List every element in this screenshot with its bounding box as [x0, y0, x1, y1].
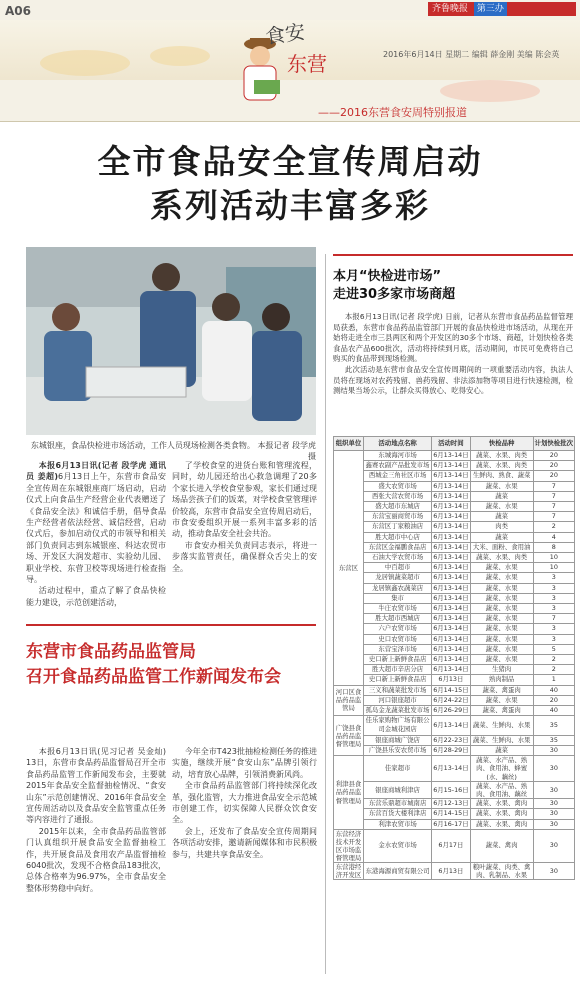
- logo-text: 齐鲁晚报: [432, 4, 469, 14]
- table-row: [334, 451, 575, 461]
- table-cell: 7: [533, 491, 574, 501]
- decor-cloud: [40, 50, 130, 76]
- table-cell: 东营区金福鹏食品店: [364, 542, 432, 552]
- photo-illustration-icon: [26, 247, 316, 435]
- table-cell: 20: [533, 471, 574, 481]
- table-cell: 蔬菜、禽肉: [470, 829, 533, 862]
- table-cell: 6月13-14日: [433, 665, 469, 674]
- table-cell: 6月13-14日: [433, 471, 469, 480]
- table-row: [334, 809, 575, 819]
- article1-byline: 本报6月13日讯(记者 段学虎 通讯员 姜超): [26, 461, 166, 482]
- table-row: [334, 634, 575, 644]
- news-photo: [26, 247, 316, 435]
- decor-cloud: [150, 46, 210, 66]
- table-row: [334, 829, 575, 862]
- table-cell: 6月13-14日: [433, 655, 469, 664]
- table-header-cell: 活动时间: [432, 437, 470, 451]
- table-header-cell: 组织单位: [334, 437, 364, 451]
- table-row: [334, 655, 575, 665]
- table-cell: 6月13-14日: [433, 532, 469, 541]
- table-cell: 蔬菜、水果: [470, 634, 533, 644]
- table-cell: 广饶县乐安农贸市场: [364, 745, 432, 755]
- org-cell: 河口区食品药品监管局: [334, 685, 364, 716]
- table-cell: 6月13-14日: [433, 614, 469, 623]
- table-row: [334, 573, 575, 583]
- table-row: [334, 461, 575, 471]
- table-row: [334, 716, 575, 735]
- table-cell: 东港海源商贸有限公司: [364, 862, 432, 879]
- table-row: [334, 532, 575, 542]
- table-cell: 2: [533, 665, 574, 675]
- table-cell: 生鲜肉、熟食、蔬菜: [470, 471, 533, 481]
- article1-paragraph: 市食安办相关负责同志表示，将进一步落实监管责任，确保群众舌尖上的安全。: [172, 540, 317, 573]
- table-row: [334, 491, 575, 501]
- table-cell: 35: [533, 716, 574, 735]
- seal-top-text: 食安: [263, 19, 307, 49]
- section-divider: [333, 254, 573, 256]
- table-row: [334, 706, 575, 716]
- newspaper-logo: [428, 2, 576, 16]
- table-cell: 5: [533, 644, 574, 654]
- table-cell: 3: [533, 593, 574, 603]
- table-cell: 2: [533, 522, 574, 532]
- table-row: [334, 624, 575, 634]
- issue-meta: 2016年6月14日 星期二 编辑 薛金刚 美编 陈会英: [383, 50, 560, 59]
- table-cell: 6月28-29日: [433, 745, 469, 754]
- org-cell: 东营区: [334, 451, 364, 686]
- table-cell: 熟肉制品: [470, 675, 533, 685]
- table-cell: 蔬菜、水果、禽肉: [470, 809, 533, 819]
- table-cell: 2: [533, 655, 574, 665]
- table-cell: 20: [533, 695, 574, 705]
- article1-column-a: [26, 460, 166, 614]
- table-cell: 孤岛金龙蔬菜批发市场: [364, 706, 432, 716]
- article2-title: [26, 640, 316, 690]
- table-row: [334, 481, 575, 491]
- table-cell: 6月13-14日: [433, 491, 469, 500]
- table-cell: 35: [533, 735, 574, 745]
- article2-paragraph: 本报6月13日讯(见习记者 吴金灿) 13日，东营市食品药品监督局召开全市食品药品监管工作新闻发布会，主要就2015年食品安全监督抽检情况、“食安山东”示范创建情况、2016年食品安全宣传周活动以及食品安全监管重点任务等内容进行了通报。: [26, 747, 166, 825]
- table-cell: 蔬菜、禽蛋肉: [470, 685, 533, 695]
- table-cell: 20: [533, 451, 574, 461]
- table-cell: 中百超市: [364, 563, 432, 573]
- article2-paragraph: 今年全市T423批抽检检测任务的推进实施，继续开展“食安山东”品牌引领行动，培育放心品牌，引领消费新风尚。: [172, 747, 317, 779]
- table-cell: 肉类: [470, 522, 533, 532]
- table-row: [334, 522, 575, 532]
- table-cell: 蔬菜、水果、肉类: [470, 553, 533, 563]
- table-cell: 蔬菜、水果、肉类: [470, 451, 533, 461]
- table-cell: 胜大超市中心店: [364, 532, 432, 542]
- table-header-cell: 计划快检批次: [533, 437, 574, 451]
- special-report-title: ——2016东营食安周特别报道: [318, 106, 467, 119]
- table-cell: 蔬菜、生鲜肉、水果: [470, 735, 533, 745]
- table-cell: 6月13-14日: [432, 756, 470, 782]
- article1-paragraph: 6月13日上午，东营市食品安全宣传周在东城银座商厂场启动，启动仪式上向食品生产经营企业代表赠送了《食品安全法》和诚信手册，倡导食品生产经营者依法经营、诚信经营，启动仪式后，参加启动仪式的市领导和相关部门负责同志到东城银座、科达农贸市场、开发区大润发超市、实验幼儿园、职业学校、东营卫校等现场进行检查指导。: [26, 472, 166, 585]
- article3-title: [333, 268, 563, 304]
- table-row: [334, 745, 575, 755]
- table-cell: 利津农贸市场: [364, 819, 432, 829]
- table-cell: 六户农贸市场: [364, 624, 432, 634]
- article3-paragraph: 本报6月13日讯(记者 段学虎) 日前，记者从东营市食品药品监督管理局获悉，东营市食品药品监管部门开展的食品快检进市场活动，从现在开始将走进全市三县两区和两个开发区的30多个市场、商超，计划快检各类食品农产品600批次，活动将持续到月底，活动期间，市民可免费将自己购买的食品带到现场检测。: [333, 312, 573, 364]
- table-cell: 3: [533, 583, 574, 593]
- table-cell: 西城金三角社区市场: [364, 471, 432, 481]
- table-cell: 6月17日: [432, 829, 470, 862]
- table-row: [334, 665, 575, 675]
- inspection-schedule-table: [333, 436, 575, 880]
- article3-body: [333, 312, 573, 430]
- table-cell: 3: [533, 604, 574, 614]
- headline-line-1: 全市食品安全宣传周启动: [97, 142, 483, 181]
- table-cell: 蔬菜、水果: [470, 644, 533, 654]
- table-cell: 生猪肉: [470, 665, 533, 675]
- table-cell: 银座商城广饶店: [364, 735, 432, 745]
- photo-caption: 东城银座，食品快检进市场活动，工作人员现场检测各类食物。 本报记者 段学虎 摄: [30, 441, 316, 461]
- article3-title-line-1: 本月“快检进市场”: [333, 269, 442, 284]
- table-cell: 6月13-14日: [433, 553, 469, 562]
- table-cell: 6月13日: [432, 862, 470, 879]
- table-row: [334, 756, 575, 782]
- table-cell: 蔬菜、水果: [470, 593, 533, 603]
- table-cell: 10: [533, 553, 574, 563]
- table-row: [334, 675, 575, 685]
- article2-title-line-2: 召开食品药品监管工作新闻发布会: [26, 667, 281, 687]
- article1-paragraph: 活动过程中，重点了解了食品快检能力建设，示范创建活动，: [26, 586, 166, 607]
- table-cell: 30: [533, 799, 574, 809]
- table-cell: 3: [533, 624, 574, 634]
- table-cell: 胜大超市辛店分店: [364, 665, 432, 675]
- table-row: [334, 553, 575, 563]
- table-cell: 7: [533, 512, 574, 522]
- table-cell: 蔬菜、水果: [470, 614, 533, 624]
- table-cell: 蔬菜、水果、禽肉: [470, 799, 533, 809]
- table-row: [334, 563, 575, 573]
- table-cell: 6月13-14日: [433, 644, 469, 653]
- table-cell: 蔬菜、禽蛋肉: [470, 706, 533, 716]
- table-cell: 东营乐鼎超市城南店: [364, 799, 432, 809]
- table-cell: 7: [533, 614, 574, 624]
- table-cell: 40: [533, 706, 574, 716]
- table-row: [334, 512, 575, 522]
- table-cell: 40: [533, 685, 574, 695]
- table-cell: 6月13-14日: [433, 573, 469, 582]
- article2-column-a: [26, 746, 166, 972]
- table-cell: 7: [533, 502, 574, 512]
- table-cell: 蔬菜、水果、禽肉: [470, 819, 533, 829]
- table-cell: 三义和蔬菜批发市场: [364, 685, 432, 695]
- table-cell: 6月15-16日: [432, 781, 470, 798]
- article2-paragraph: 2015年以来，全市食品药品监管部门认真组织开展食品安全监督抽检工作，共开展食品及食用农产品监督抽检6040批次，发现不合格食品183批次，总体合格率为96.97%，全市食品安全整体形势稳中向好。: [26, 826, 166, 893]
- table-cell: 胜大超市西城店: [364, 614, 432, 624]
- table-cell: 蔬菜: [470, 532, 533, 542]
- table-cell: 6月13-14日: [433, 512, 469, 521]
- table-cell: 20: [533, 461, 574, 471]
- table-row: [334, 644, 575, 654]
- table-cell: 3: [533, 634, 574, 644]
- table-cell: 蔬菜、生鲜肉、水果: [470, 716, 533, 735]
- table-row: [334, 604, 575, 614]
- table-cell: 6月13-14日: [433, 624, 469, 633]
- table-cell: 金水农贸市场: [364, 829, 432, 862]
- org-cell: 东营港经济开发区: [334, 862, 364, 879]
- table-cell: 蔬菜、水果: [470, 604, 533, 614]
- table-row: [334, 735, 575, 745]
- article3-paragraph: 此次活动是东营市食品安全宣传周期间的一项重要活动内容，执法人员将在现场对农药残留、兽药残留、非法添加物等项目进行快速检测，检测结果当场公示，让群众买得放心、吃得安心。: [333, 364, 573, 396]
- table-cell: 6月14-15日: [433, 809, 469, 818]
- table-cell: 1: [533, 675, 574, 685]
- table-cell: 6月13-14日: [433, 481, 469, 490]
- table-row: [334, 781, 575, 798]
- table-cell: 集市: [364, 593, 432, 603]
- table-cell: 龙居镇鑫农蔬菜店: [364, 583, 432, 593]
- table-cell: 史口新上新鲜食品店: [364, 675, 432, 685]
- table-cell: 6月22-23日: [433, 735, 469, 744]
- table-cell: 蔬菜、水果: [470, 695, 533, 705]
- table-cell: 6月13-14日: [433, 563, 469, 572]
- table-cell: 东营宝丽商贸市场: [364, 512, 432, 522]
- main-headline: [0, 140, 580, 228]
- section-divider: [26, 624, 316, 626]
- table-cell: 粮叶蔬菜、肉类、禽肉、乳制品、水果: [470, 862, 533, 879]
- table-cell: 6月14-15日: [433, 685, 469, 694]
- table-row: [334, 471, 575, 481]
- article1-column-b: [172, 460, 317, 614]
- table-cell: 东营宝泽市场: [364, 644, 432, 654]
- table-cell: 蔬菜: [470, 491, 533, 501]
- table-cell: 3: [533, 573, 574, 583]
- table-row: [334, 502, 575, 512]
- table-cell: 6月26-29日: [433, 706, 469, 715]
- table-cell: 6月16-17日: [433, 819, 469, 828]
- table-cell: 石油大学农贸市场: [364, 553, 432, 563]
- article2-title-line-1: 东营市食品药品监管局: [26, 642, 196, 662]
- table-cell: 蔬菜、水果: [470, 583, 533, 593]
- page-header: [0, 0, 580, 122]
- table-row: [334, 593, 575, 603]
- table-cell: 西张大营农贸市场: [364, 491, 432, 501]
- table-cell: 6月13-14日: [433, 634, 469, 643]
- table-cell: 蔬菜、水果: [470, 502, 533, 512]
- table-header-cell: 活动地点名称: [364, 437, 432, 451]
- page-number: A06: [5, 4, 31, 18]
- article2-paragraph: 全市食品药品监管部门将持续深化改革，强化监管，大力推进食品安全示范城市创建工作，切实保障人民群众饮食安全。: [172, 781, 317, 825]
- table-cell: 30: [533, 819, 574, 829]
- table-cell: 史口农贸市场: [364, 634, 432, 644]
- table-row: [334, 542, 575, 552]
- table-cell: 蔬菜、水果: [470, 624, 533, 634]
- table-cell: 蔬菜、水产品、熟肉、食用油、蜂蜜(水、藕丝): [470, 756, 533, 782]
- table-cell: 盛大超市东城店: [364, 502, 432, 512]
- table-row: [334, 685, 575, 695]
- table-row: [334, 819, 575, 829]
- article2-paragraph: 会上，还发布了食品安全宣传周期间各项活动安排，邀请新闻媒体和市民积极参与，共建共享食品安全。: [172, 826, 317, 859]
- table-header-cell: 快检品种: [470, 437, 533, 451]
- table-body: [334, 451, 575, 880]
- table-cell: 6月24-22日: [433, 695, 469, 704]
- table-cell: 30: [533, 809, 574, 819]
- table-cell: 蔬菜、水产品、熟肉、食用油、藕丝: [470, 781, 533, 798]
- table-cell: 6月13-14日: [433, 461, 469, 470]
- article3-title-line-2: 走进30多家市场商超: [333, 287, 456, 302]
- table-cell: 6月13-14日: [433, 522, 469, 531]
- table-cell: 河口银座超市: [364, 695, 432, 705]
- column-divider: [325, 254, 326, 974]
- table-cell: 蔬菜、水果、肉类: [470, 461, 533, 471]
- table-cell: 6月13-14日: [433, 502, 469, 511]
- org-cell: 利津县食品药品监督管理局: [334, 756, 364, 830]
- table-cell: 6月13-14日: [433, 542, 469, 551]
- table-cell: 6月13日: [432, 675, 470, 685]
- table-cell: 盛大农贸市场: [364, 481, 432, 491]
- table-cell: 蔬菜、水果: [470, 563, 533, 573]
- table-cell: 蔬菜、水果: [470, 573, 533, 583]
- table-cell: 30: [533, 862, 574, 879]
- table-cell: 佳乐家购物广场有限公司金城花园店: [364, 716, 432, 735]
- table-cell: 30: [533, 829, 574, 862]
- table-cell: 30: [533, 756, 574, 782]
- table-cell: 史口新上新鲜食品店: [364, 655, 432, 665]
- table-cell: 蔬菜、水果: [470, 655, 533, 665]
- table-cell: 龙居镇蔬菜超市: [364, 573, 432, 583]
- table-header-row: [334, 437, 575, 451]
- table-cell: 6月13-14日: [433, 604, 469, 613]
- headline-line-2: 系列活动丰富多彩: [150, 186, 430, 225]
- decor-cloud: [440, 80, 540, 102]
- table-cell: 牛庄农贸市场: [364, 604, 432, 614]
- table-row: [334, 799, 575, 809]
- seal-bottom-text: 东营: [287, 52, 327, 76]
- table-cell: 4: [533, 532, 574, 542]
- table-row: [334, 862, 575, 879]
- table-row: [334, 695, 575, 705]
- table-cell: 鑫赛农副产品批发市场: [364, 461, 432, 471]
- table-cell: 6月13-14日: [432, 716, 470, 735]
- table-cell: 蔬菜、水果: [470, 481, 533, 491]
- table-cell: 银座商城利津店: [364, 781, 432, 798]
- table-cell: 6月13-14日: [433, 451, 469, 459]
- org-cell: 东营经济技术开发区市场监督管理局: [334, 829, 364, 862]
- table-cell: 7: [533, 481, 574, 491]
- table-cell: 大米、面粉、食用油: [470, 542, 533, 552]
- table-cell: 6月12-13日: [433, 799, 469, 808]
- table-cell: 蔬菜: [470, 512, 533, 522]
- section-tag: 第三办: [474, 2, 507, 16]
- table-cell: 6月13-14日: [433, 583, 469, 592]
- table-cell: 佳家超市: [364, 756, 432, 782]
- table-cell: 东城海河市场: [364, 451, 432, 461]
- table-cell: 东营区丁家粮油店: [364, 522, 432, 532]
- table-cell: 30: [533, 745, 574, 755]
- table-cell: 10: [533, 563, 574, 573]
- table-row: [334, 583, 575, 593]
- table-row: [334, 614, 575, 624]
- org-cell: 广饶县食品药品监督管理局: [334, 716, 364, 756]
- article2-column-b: [172, 746, 317, 972]
- table-cell: 6月13-14日: [433, 593, 469, 602]
- table-cell: 东营百货大楼利津店: [364, 809, 432, 819]
- table-cell: 蔬菜: [470, 745, 533, 755]
- table-cell: 8: [533, 542, 574, 552]
- article1-paragraph: 了学校食堂的进货台账和管理流程，同时，幼儿园还给出心救急调理了20多个家长进入学校食堂参观，家长们通过现场品尝孩子们的饭菜，对学校食堂管理评价较高，东营市食品安全宣传周启动后，市食安委组织开展一系列丰富多彩的活动，推动食品安全社会共治。: [172, 461, 317, 539]
- table-cell: 30: [533, 781, 574, 798]
